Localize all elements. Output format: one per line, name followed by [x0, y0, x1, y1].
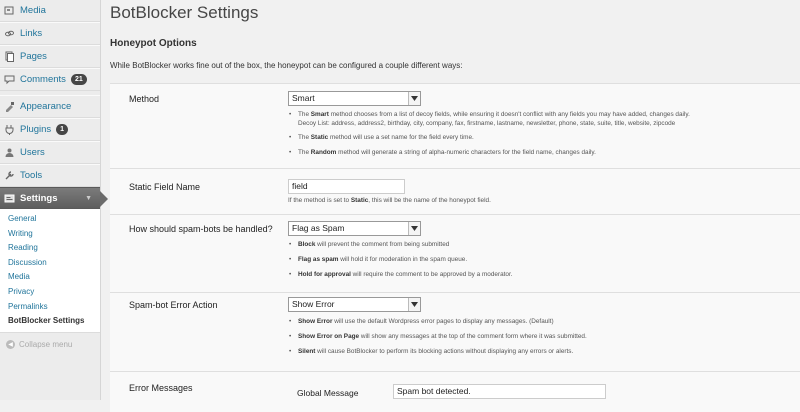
menu-label: Media — [20, 5, 46, 16]
tools-icon — [4, 170, 15, 181]
appearance-icon — [4, 101, 15, 112]
submenu-writing[interactable]: Writing — [8, 228, 33, 238]
chevron-down-icon — [408, 298, 420, 311]
method-random-desc: • The Random method will generate a string of alpha-numeric characters for the field name, changes daily. — [289, 148, 690, 157]
collapse-menu-label: Collapse menu — [19, 339, 73, 349]
spam-handling-select[interactable] — [288, 221, 421, 236]
submenu-media[interactable]: Media — [8, 272, 30, 282]
collapse-arrow-icon: ◀ — [6, 340, 15, 349]
static-field-row — [110, 169, 800, 215]
method-label: Method — [129, 94, 160, 104]
menu-label: Links — [20, 28, 43, 39]
plugins-icon — [4, 124, 15, 135]
plugins-update-badge: 1 — [56, 124, 68, 135]
error-action-select[interactable] — [288, 297, 421, 312]
menu-users[interactable] — [0, 141, 100, 164]
menu-media[interactable] — [0, 0, 100, 22]
global-message-label: Global Message — [297, 388, 359, 398]
menu-links[interactable] — [0, 22, 100, 45]
static-field-input[interactable]: field — [288, 179, 405, 194]
submenu-botblocker-settings[interactable]: BotBlocker Settings — [8, 316, 85, 326]
error-action-page-desc: • Show Error on Page will show any messages at the top of the comment form where it was submitted. — [289, 332, 587, 341]
menu-appearance[interactable] — [0, 95, 100, 118]
media-icon — [4, 5, 15, 16]
error-action-label: Spam-bot Error Action — [129, 300, 218, 310]
main-content — [110, 0, 800, 400]
error-action-silent-desc: • Silent will cause BotBlocker to perform its blocking actions without displaying any errors or alerts. — [289, 347, 587, 356]
method-smart-desc: • The Smart method chooses from a list of decoy fields, while ensuring it doesn't conflict with any fields you may have added, changes daily. Decoy List: address, address2, birthday, city, company, fax, firstname, lastname, newsletter, phone, state, suite, title, website, zipcode — [289, 110, 690, 128]
menu-pages[interactable] — [0, 45, 100, 68]
submenu-privacy[interactable]: Privacy — [8, 286, 35, 296]
spam-handling-hold-desc: • Hold for approval will require the comment to be approved by a moderator. — [289, 270, 513, 279]
error-action-select-value: Show Error — [292, 299, 335, 309]
section-title: Honeypot Options — [110, 38, 197, 49]
spam-handling-select-value: Flag as Spam — [292, 223, 345, 233]
comments-count-badge: 21 — [71, 74, 87, 85]
submenu-general[interactable]: General — [8, 214, 37, 223]
method-row — [110, 84, 800, 169]
chevron-down-icon: ▼ — [85, 194, 92, 202]
error-messages-label: Error Messages — [129, 383, 193, 393]
global-message-input[interactable]: Spam bot detected. — [393, 384, 606, 399]
menu-label: Plugins — [20, 124, 52, 135]
spam-handling-label: How should spam-bots be handled? — [129, 224, 273, 234]
settings-form-table — [110, 83, 800, 412]
users-icon — [4, 147, 15, 158]
error-messages-row — [110, 372, 800, 412]
method-select[interactable] — [288, 91, 421, 106]
settings-submenu — [0, 209, 100, 333]
submenu-permalinks[interactable]: Permalinks — [8, 301, 48, 311]
submenu-reading[interactable]: Reading — [8, 243, 38, 253]
admin-sidebar — [0, 0, 101, 400]
menu-label: Users — [20, 147, 45, 158]
method-select-value: Smart — [292, 93, 315, 103]
settings-icon — [4, 193, 15, 204]
method-static-desc: • The Static method will use a set name for the field every time. — [289, 133, 690, 142]
menu-label: Pages — [20, 51, 47, 62]
intro-text: While BotBlocker works fine out of the box, the honeypot can be configured a couple different ways: — [110, 61, 463, 70]
spam-handling-flag-desc: • Flag as spam will hold it for moderation in the spam queue. — [289, 255, 513, 264]
chevron-down-icon — [408, 92, 420, 105]
comments-icon — [4, 74, 15, 85]
pages-icon — [4, 51, 15, 62]
collapse-menu-button[interactable] — [0, 333, 100, 349]
menu-settings[interactable] — [0, 187, 100, 209]
menu-plugins[interactable] — [0, 118, 100, 141]
error-action-row — [110, 293, 800, 372]
menu-comments[interactable] — [0, 68, 100, 91]
spam-handling-options-list — [289, 240, 513, 279]
page-title: BotBlocker Settings — [110, 3, 259, 22]
links-icon — [4, 28, 15, 39]
menu-label: Settings — [20, 192, 58, 204]
error-action-options-list — [289, 317, 587, 356]
method-options-list — [289, 110, 690, 157]
spam-handling-block-desc: • Block will prevent the comment from being submitted — [289, 240, 513, 249]
static-field-label: Static Field Name — [129, 182, 201, 192]
error-action-show-desc: • Show Error will use the default Wordpress error pages to display any messages. (Default) — [289, 317, 587, 326]
static-field-desc: If the method is set to Static, this will be the name of the honeypot field. — [288, 197, 491, 204]
submenu-discussion[interactable]: Discussion — [8, 257, 47, 267]
menu-label: Comments — [20, 74, 66, 85]
menu-tools[interactable] — [0, 164, 100, 187]
menu-label: Appearance — [20, 101, 72, 112]
menu-label: Tools — [20, 170, 43, 181]
spam-handling-row — [110, 215, 800, 293]
chevron-down-icon — [408, 222, 420, 235]
